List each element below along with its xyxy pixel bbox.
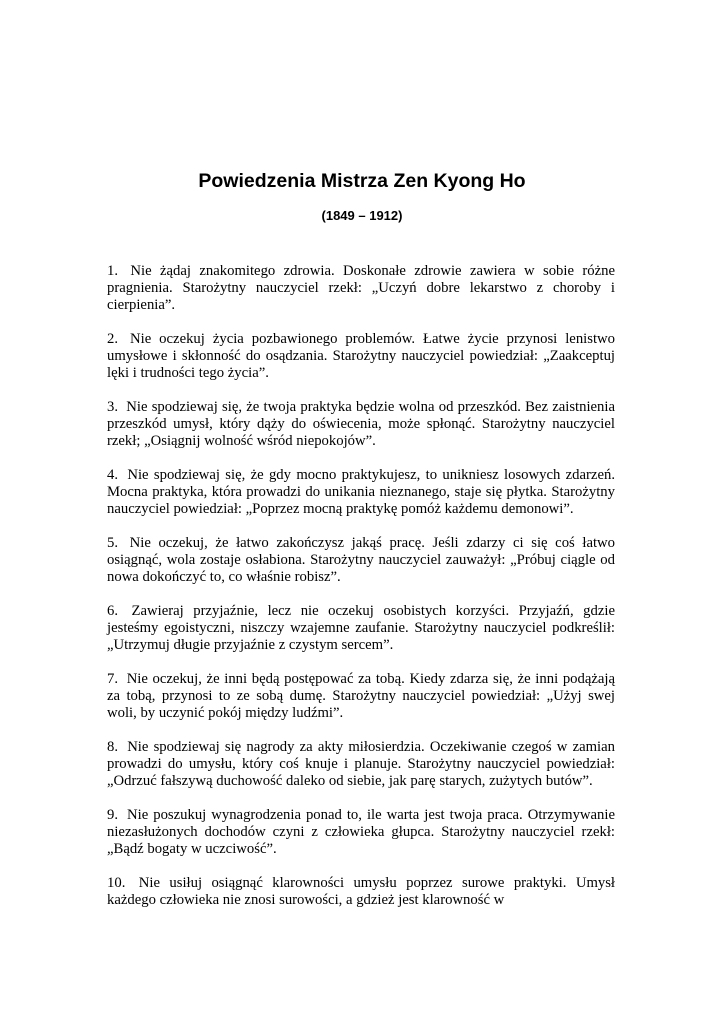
- saying-text: Nie poszukuj wynagrodzenia ponad to, ile warta jest twoja praca. Otrzymywanie niezasłużonych dochodów czyni z człowieka głupca. Starożytny nauczyciel rzekł: „Bądź bogaty w uczciwość”.: [107, 807, 616, 857]
- document-title: Powiedzenia Mistrza Zen Kyong Ho: [198, 170, 526, 192]
- saying-number: 6.: [107, 603, 119, 619]
- saying-item: [107, 875, 615, 909]
- saying-text: Nie spodziewaj się, że gdy mocno praktykujesz, to unikniesz losowych zdarzeń. Mocna praktyka, która prowadzi do unikania nieznanego, staje się płytka. Starożytny nauczyciel powiedział: „Poprzez mocną praktykę pomóż każdemu demonowi”.: [107, 467, 615, 517]
- saying-text: Nie oczekuj, że łatwo zakończysz jakąś pracę. Jeśli zdarzy ci się coś łatwo osiągnąć, wola zostaje osłabiona. Starożytny nauczyciel zauważył: „Próbuj ciągle od nowa dokończyć to, co właśnie robisz”.: [107, 535, 615, 585]
- sayings-list: [107, 263, 615, 926]
- saying-number: 3.: [107, 399, 119, 415]
- saying-number: 4.: [107, 467, 119, 483]
- saying-item: [107, 467, 615, 518]
- saying-text: Nie żądaj znakomitego zdrowia. Doskonałe zdrowie zawiera w sobie różne pragnienia. Starożytny nauczyciel rzekł: „Uczyń dobre lekarstwo z choroby i cierpienia”.: [107, 263, 616, 313]
- saying-item: [107, 739, 615, 790]
- saying-number: 7.: [107, 671, 119, 687]
- saying-number: 5.: [107, 535, 119, 551]
- saying-text: Zawieraj przyjaźnie, lecz nie oczekuj osobistych korzyści. Przyjaźń, gdzie jesteśmy egoistyczni, niszczy wzajemne zaufanie. Starożytny nauczyciel podkreślił: „Utrzymuj długie przyjaźnie z czystym sercem”.: [107, 603, 615, 653]
- saying-text: Nie usiłuj osiągnąć klarowności umysłu poprzez surowe praktyki. Umysł każdego człowieka nie znosi surowości, a gdzież jest klarowność w: [107, 875, 616, 908]
- saying-item: [107, 331, 615, 382]
- saying-item: [107, 603, 615, 654]
- saying-text: Nie spodziewaj się, że twoja praktyka będzie wolna od przeszkód. Bez zaistnienia przeszkód umysł, który dąży do oświecenia, może spłonąć. Starożytny nauczyciel rzekł; „Osiągnij wolność wśród niepokojów”.: [107, 399, 616, 449]
- saying-number: 10.: [107, 875, 126, 891]
- saying-item: [107, 263, 615, 314]
- saying-number: 9.: [107, 807, 119, 823]
- saying-text: Nie oczekuj, że inni będą postępować za tobą. Kiedy zdarza się, że inni podążają za tobą, przynosi to ze sobą dumę. Starożytny nauczyciel powiedział: „Użyj swej woli, by uczynić pokój między ludźmi”.: [107, 671, 616, 721]
- saying-text: Nie spodziewaj się nagrody za akty miłosierdzia. Oczekiwanie czegoś w zamian prowadzi do umysłu, który coś knuje i planuje. Starożytny nauczyciel powiedział: „Odrzuć fałszywą duchowość daleko od siebie, jak parę starych, zużytych butów”.: [107, 739, 615, 789]
- saying-number: 8.: [107, 739, 119, 755]
- saying-item: [107, 671, 615, 722]
- saying-item: [107, 399, 615, 450]
- saying-number: 2.: [107, 331, 119, 347]
- saying-item: [107, 535, 615, 586]
- document-subtitle: (1849 – 1912): [321, 208, 403, 223]
- saying-text: Nie oczekuj życia pozbawionego problemów. Łatwe życie przynosi lenistwo umysłowe i skłonność do osądzania. Starożytny nauczyciel powiedział: „Zaakceptuj lęki i trudności tego życia”.: [107, 331, 616, 381]
- saying-item: [107, 807, 615, 858]
- saying-number: 1.: [107, 263, 119, 279]
